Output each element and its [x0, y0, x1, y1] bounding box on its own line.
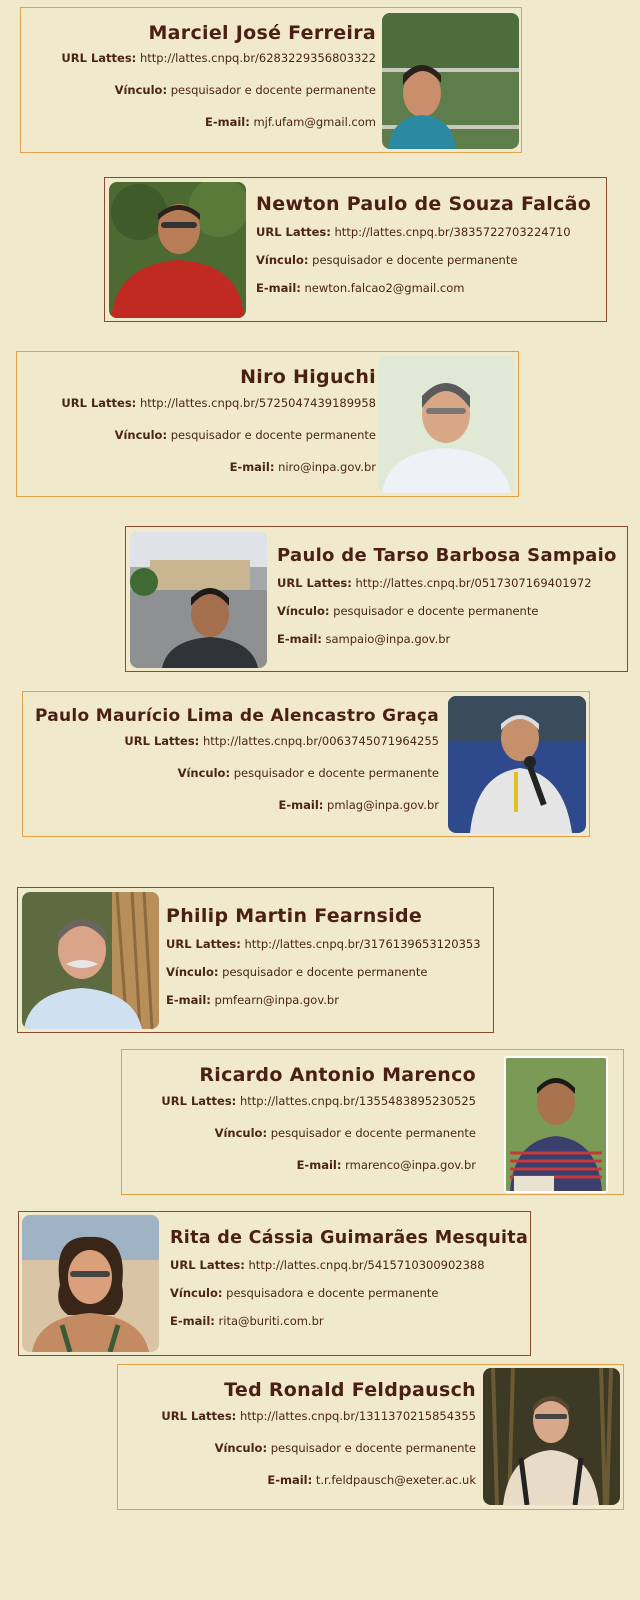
profile-photo-niro [378, 356, 515, 493]
vinculo-label: Vínculo: [177, 766, 231, 780]
url-label: URL Lattes: [124, 734, 200, 748]
person-photo-icon [378, 356, 515, 493]
profile-card-marciel [20, 7, 522, 153]
profile-name: Rita de Cássia Guimarães Mesquita [170, 1228, 529, 1248]
profile-url-line [29, 734, 439, 748]
profile-photo-marenco [504, 1056, 608, 1193]
profile-vinculo: pesquisador e docente permanente [333, 604, 539, 618]
profile-email[interactable]: rmarenco@inpa.gov.br [345, 1158, 476, 1172]
profile-url-line [27, 396, 376, 410]
profile-vinculo-line [170, 1286, 530, 1300]
url-label: URL Lattes: [61, 396, 137, 410]
profile-vinculo-line [277, 604, 622, 618]
profile-card-fearnside [17, 887, 494, 1033]
profile-email-line [128, 1158, 476, 1172]
profile-name: Ted Ronald Feldpausch [224, 1379, 476, 1401]
person-photo-icon [382, 13, 519, 149]
profile-url-line [166, 937, 491, 951]
profile-vinculo-line [27, 428, 376, 442]
profile-vinculo: pesquisador e docente permanente [312, 253, 518, 267]
profile-info [256, 193, 601, 295]
profile-photo-mesquita [22, 1215, 159, 1352]
email-label: E-mail: [278, 798, 324, 812]
profile-vinculo-line [166, 965, 491, 979]
profile-url[interactable]: http://lattes.cnpq.br/3835722703224710 [334, 225, 571, 239]
profile-email[interactable]: newton.falcao2@gmail.com [304, 281, 465, 295]
profile-info [27, 366, 376, 474]
url-label: URL Lattes: [161, 1094, 237, 1108]
person-photo-icon [22, 1215, 159, 1352]
profile-photo-sampaio [130, 532, 267, 668]
profile-name: Ricardo Antonio Marenco [199, 1064, 476, 1086]
person-photo-icon [448, 696, 586, 833]
profile-name: Philip Martin Fearnside [166, 905, 423, 927]
person-photo-icon [109, 182, 246, 318]
url-label: URL Lattes: [61, 51, 137, 65]
vinculo-label: Vínculo: [277, 604, 330, 618]
person-photo-icon [483, 1368, 620, 1505]
profile-name: Niro Higuchi [240, 366, 376, 388]
vinculo-label: Vínculo: [214, 1441, 268, 1455]
profile-url[interactable]: http://lattes.cnpq.br/1311370215854355 [239, 1409, 476, 1423]
profile-info [170, 1228, 530, 1328]
url-label: URL Lattes: [277, 576, 352, 590]
vinculo-label: Vínculo: [166, 965, 219, 979]
profile-photo-fearnside [22, 892, 159, 1029]
profile-card-sampaio [125, 526, 628, 672]
profile-email[interactable]: mjf.ufam@gmail.com [253, 115, 376, 129]
profile-email[interactable]: pmfearn@inpa.gov.br [214, 993, 339, 1007]
profile-photo-newton [109, 182, 246, 318]
profile-card-marenco [121, 1049, 624, 1195]
profile-email[interactable]: pmlag@inpa.gov.br [327, 798, 439, 812]
profile-vinculo: pesquisador e docente permanente [270, 1126, 476, 1140]
profile-url[interactable]: http://lattes.cnpq.br/3176139653120353 [244, 937, 481, 951]
profile-name: Newton Paulo de Souza Falcão [256, 193, 592, 215]
profile-email-line [166, 993, 491, 1007]
vinculo-label: Vínculo: [256, 253, 309, 267]
profile-vinculo-line [29, 766, 439, 780]
profile-url[interactable]: http://lattes.cnpq.br/0063745071964255 [202, 734, 439, 748]
profile-info [31, 22, 376, 129]
profile-card-newton [104, 177, 607, 322]
email-label: E-mail: [256, 281, 301, 295]
url-label: URL Lattes: [166, 937, 241, 951]
url-label: URL Lattes: [161, 1409, 237, 1423]
profile-vinculo: pesquisadora e docente permanente [226, 1286, 439, 1300]
profile-url[interactable]: http://lattes.cnpq.br/6283229356803322 [139, 51, 376, 65]
profile-card-feldpausch [117, 1364, 624, 1510]
profile-name: Paulo Maurício Lima de Alencastro Graça [34, 706, 439, 726]
email-label: E-mail: [229, 460, 275, 474]
profile-info [166, 905, 491, 1007]
person-photo-icon [22, 892, 159, 1029]
email-label: E-mail: [170, 1314, 215, 1328]
profile-url-line [31, 51, 376, 65]
profile-vinculo-line [256, 253, 601, 267]
profile-url-line [128, 1094, 476, 1108]
profile-url-line [277, 576, 622, 590]
profile-vinculo: pesquisador e docente permanente [170, 428, 376, 442]
profile-email-line [31, 115, 376, 129]
profile-email-line [27, 460, 376, 474]
profile-vinculo: pesquisador e docente permanente [222, 965, 428, 979]
profile-email-line [256, 281, 601, 295]
profile-email-line [170, 1314, 530, 1328]
profile-url[interactable]: http://lattes.cnpq.br/0517307169401972 [355, 576, 592, 590]
profile-url[interactable]: http://lattes.cnpq.br/1355483895230525 [239, 1094, 476, 1108]
person-photo-icon [130, 532, 267, 668]
email-label: E-mail: [277, 632, 322, 646]
vinculo-label: Vínculo: [170, 1286, 223, 1300]
profile-email[interactable]: rita@buriti.com.br [218, 1314, 324, 1328]
email-label: E-mail: [166, 993, 211, 1007]
profile-info [128, 1064, 476, 1172]
profile-info [277, 545, 622, 646]
profile-url-line [170, 1258, 530, 1272]
url-label: URL Lattes: [170, 1258, 245, 1272]
profile-email-line [124, 1473, 476, 1487]
profile-info [29, 706, 439, 812]
profile-url[interactable]: http://lattes.cnpq.br/5415710300902388 [248, 1258, 485, 1272]
email-label: E-mail: [296, 1158, 342, 1172]
profile-email[interactable]: sampaio@inpa.gov.br [325, 632, 451, 646]
profile-photo-marciel [382, 13, 519, 149]
profile-card-mesquita [18, 1211, 531, 1356]
profile-vinculo-line [128, 1126, 476, 1140]
profile-photo-feldpausch [483, 1368, 620, 1505]
profile-card-graca [22, 691, 590, 837]
profile-email[interactable]: niro@inpa.gov.br [278, 460, 376, 474]
profile-email-line [277, 632, 622, 646]
vinculo-label: Vínculo: [214, 1126, 268, 1140]
profile-name: Marciel José Ferreira [148, 22, 376, 44]
profile-photo-graca [448, 696, 586, 833]
profile-vinculo: pesquisador e docente permanente [270, 1441, 476, 1455]
profile-info [124, 1379, 476, 1487]
person-photo-icon [506, 1058, 606, 1191]
profile-vinculo-line [31, 83, 376, 97]
vinculo-label: Vínculo: [114, 83, 168, 97]
profile-url-line [124, 1409, 476, 1423]
profile-url-line [256, 225, 601, 239]
email-label: E-mail: [204, 115, 250, 129]
vinculo-label: Vínculo: [114, 428, 168, 442]
profile-name: Paulo de Tarso Barbosa Sampaio [277, 545, 617, 566]
profile-vinculo-line [124, 1441, 476, 1455]
email-label: E-mail: [267, 1473, 313, 1487]
profile-vinculo: pesquisador e docente permanente [170, 83, 376, 97]
profile-url[interactable]: http://lattes.cnpq.br/5725047439189958 [139, 396, 376, 410]
url-label: URL Lattes: [256, 225, 331, 239]
profile-card-niro [16, 351, 519, 497]
profile-email[interactable]: t.r.feldpausch@exeter.ac.uk [315, 1473, 476, 1487]
profile-email-line [29, 798, 439, 812]
profile-vinculo: pesquisador e docente permanente [233, 766, 439, 780]
